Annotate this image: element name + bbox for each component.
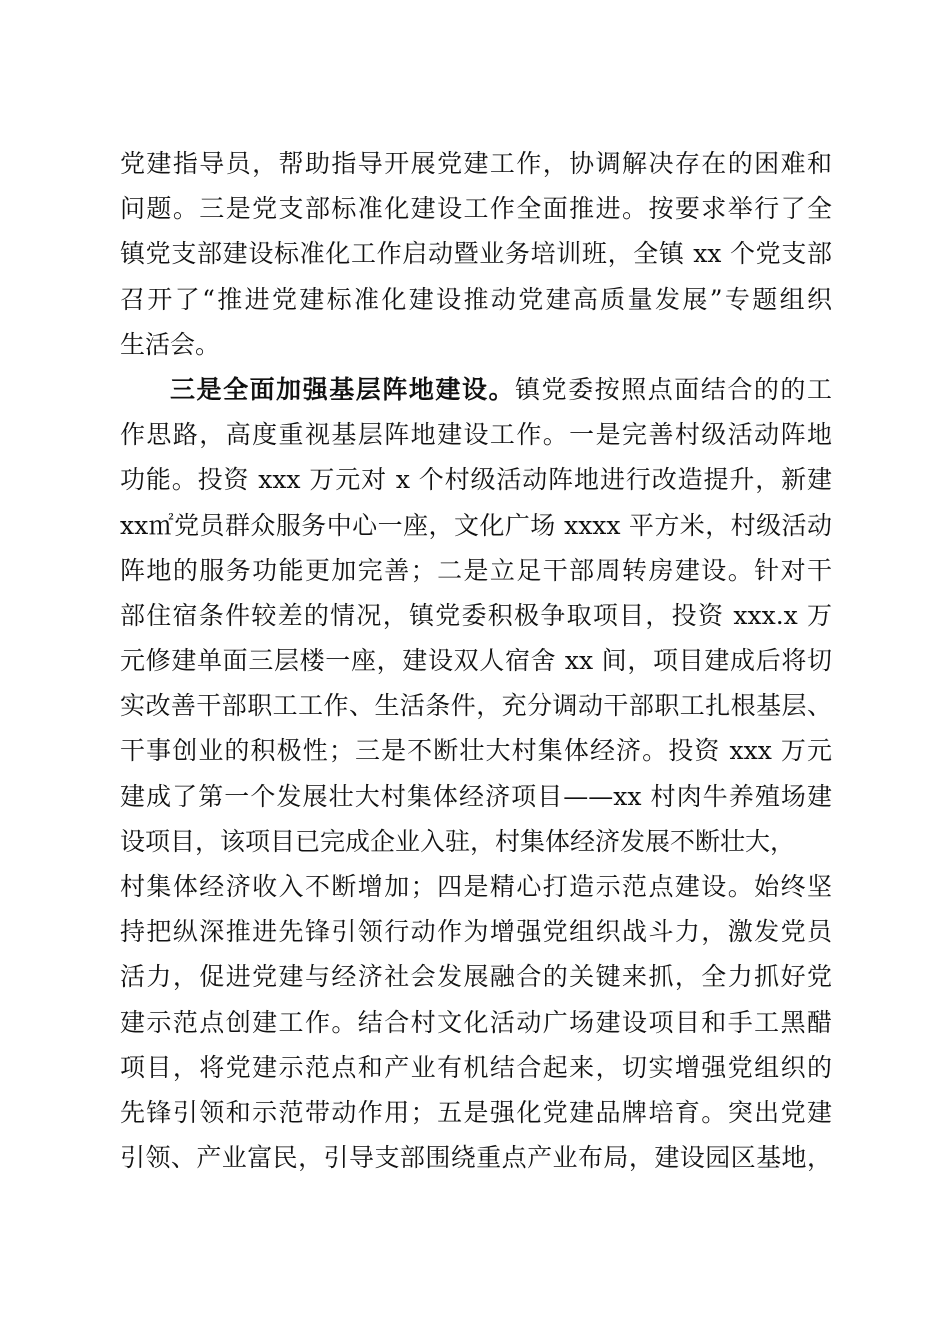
paragraph-2-line: 设项目，该项目已完成企业入驻，村集体经济发展不断壮大， — [120, 826, 796, 856]
paragraph-2-line: 功能。投资 xxx 万元对 x 个村级活动阵地进行改造提升，新建 — [120, 465, 832, 495]
paragraph-2-line: 阵地的服务功能更加完善；二是立足干部周转房建设。针对干 — [120, 555, 832, 585]
paragraph-2-line: 村集体经济收入不断增加；四是精心打造示范点建设。始终坚 — [120, 872, 832, 901]
paragraph-1-line: 党建指导员，帮助指导开展党建工作，协调解决存在的困难和 — [120, 149, 832, 178]
paragraph-2-line: 活力，促进党建与经济社会发展融合的关键来抓，全力抓好党 — [120, 962, 832, 992]
paragraph-2-line: 部住宿条件较差的情况，镇党委积极争取项目，投资 xxx.x 万 — [120, 600, 832, 630]
paragraph-1-line: 召开了“推进党建标准化建设推动党建高质量发展”专题组织 — [120, 284, 832, 314]
paragraph-2 — [120, 367, 832, 1180]
paragraph-2-line: 引领、产业富民，引导支部围绕重点产业布局，建设园区基地， — [120, 1143, 832, 1173]
section-heading: 三是全面加强基层阵地建设。 — [170, 374, 516, 404]
paragraph-2-line: 建成了第一个发展壮大村集体经济项目——xx 村肉牛养殖场建 — [120, 781, 832, 811]
paragraph-2-line: 持把纵深推进先锋引领行动作为增强党组织战斗力，激发党员 — [120, 917, 832, 947]
paragraph-2-line: 干事创业的积极性；三是不断壮大村集体经济。投资 xxx 万元 — [120, 736, 832, 766]
paragraph-2-line: 作思路，高度重视基层阵地建设工作。一是完善村级活动阵地 — [120, 420, 832, 450]
paragraph-1-line: 镇党支部建设标准化工作启动暨业务培训班，全镇 xx 个党支部 — [120, 239, 832, 269]
paragraph-2-line: 建示范点创建工作。结合村文化活动广场建设项目和手工黑醋 — [120, 1007, 832, 1037]
paragraph-2-line: 项目，将党建示范点和产业有机结合起来，切实增强党组织的 — [120, 1052, 832, 1082]
paragraph-2-line: 先锋引领和示范带动作用；五是强化党建品牌培育。突出党建 — [120, 1097, 832, 1127]
paragraph-1-line: 问题。三是党支部标准化建设工作全面推进。按要求举行了全 — [120, 194, 832, 224]
paragraph-2-first-line-text: 镇党委按照点面结合的的工 — [515, 374, 832, 404]
paragraph-2-line: 实改善干部职工工作、生活条件，充分调动干部职工扎根基层、 — [120, 691, 832, 721]
paragraph-2-line: xx㎡党员群众服务中心一座，文化广场 xxxx 平方米，村级活动 — [120, 510, 832, 540]
paragraph-1 — [120, 141, 832, 367]
paragraph-2-line: 元修建单面三层楼一座，建设双人宿舍 xx 间，项目建成后将切 — [120, 646, 832, 676]
paragraph-2-first-line — [120, 367, 832, 412]
paragraph-1-line: 生活会。 — [120, 329, 221, 359]
document-body — [120, 141, 832, 1180]
